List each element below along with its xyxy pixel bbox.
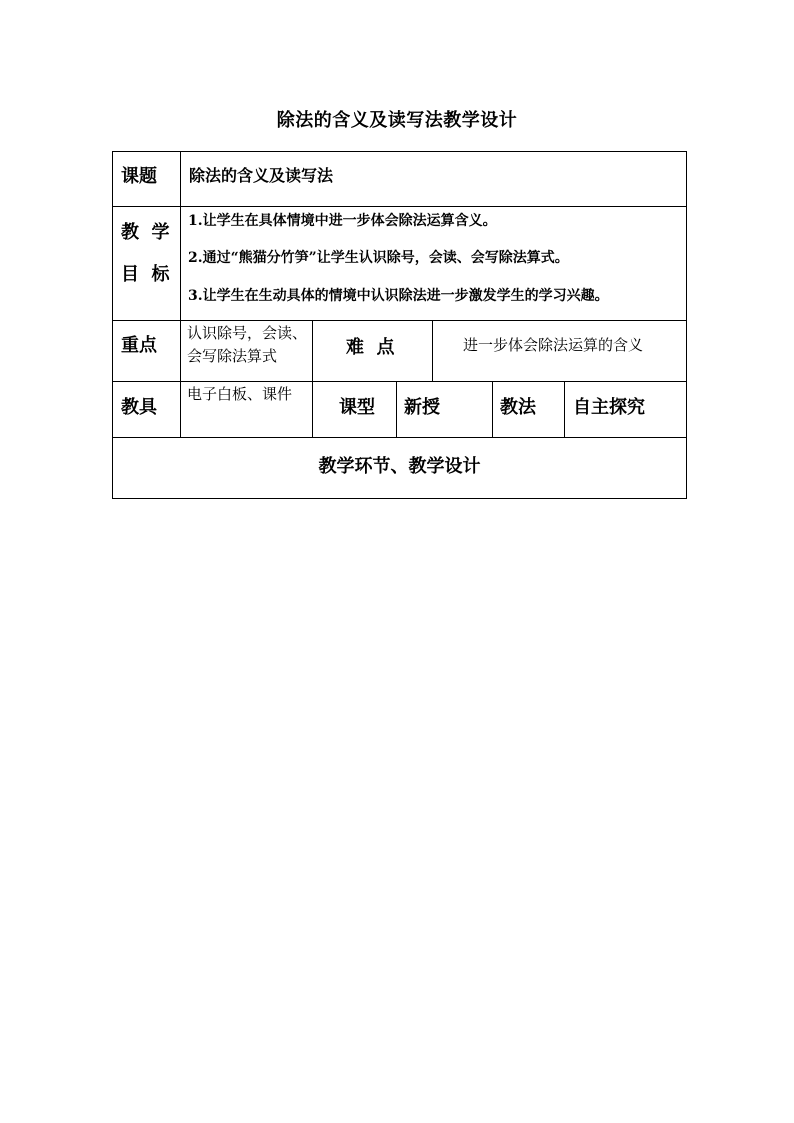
materials-value: 电子白板、课件 [187,385,293,403]
topic-label: 课题 [121,166,157,187]
key-points-label: 重点 [121,335,157,356]
document-title: 除法的含义及读写法教学设计 [276,110,518,131]
topic-value: 除法的含义及读写法 [189,166,334,185]
lesson-type-label: 课型 [339,397,375,418]
lesson-type-value: 新授 [404,397,440,418]
objective-item-2: 2.通过“熊猫分竹笋”让学生认识除号，会读、会写除法算式。 [188,250,569,266]
method-value: 自主探究 [573,397,645,418]
key-points-value-line2: 会写除法算式 [187,347,278,365]
difficulty-label: 难 点 [346,337,395,358]
section-header: 教学环节、教学设计 [318,456,481,477]
objectives-label-line1: 教 学 [121,222,170,243]
materials-label: 教具 [121,397,157,418]
method-label: 教法 [500,397,536,418]
difficulty-value: 进一步体会除法运算的含义 [463,336,644,354]
objective-item-1: 1.让学生在具体情境中进一步体会除法运算含义。 [188,213,497,229]
key-points-value-line1: 认识除号，会读、 [187,324,308,342]
objective-item-3: 3.让学生在生动具体的情境中认识除法进一步激发学生的学习兴趣。 [188,288,609,304]
objectives-label-line2: 目 标 [121,264,170,285]
